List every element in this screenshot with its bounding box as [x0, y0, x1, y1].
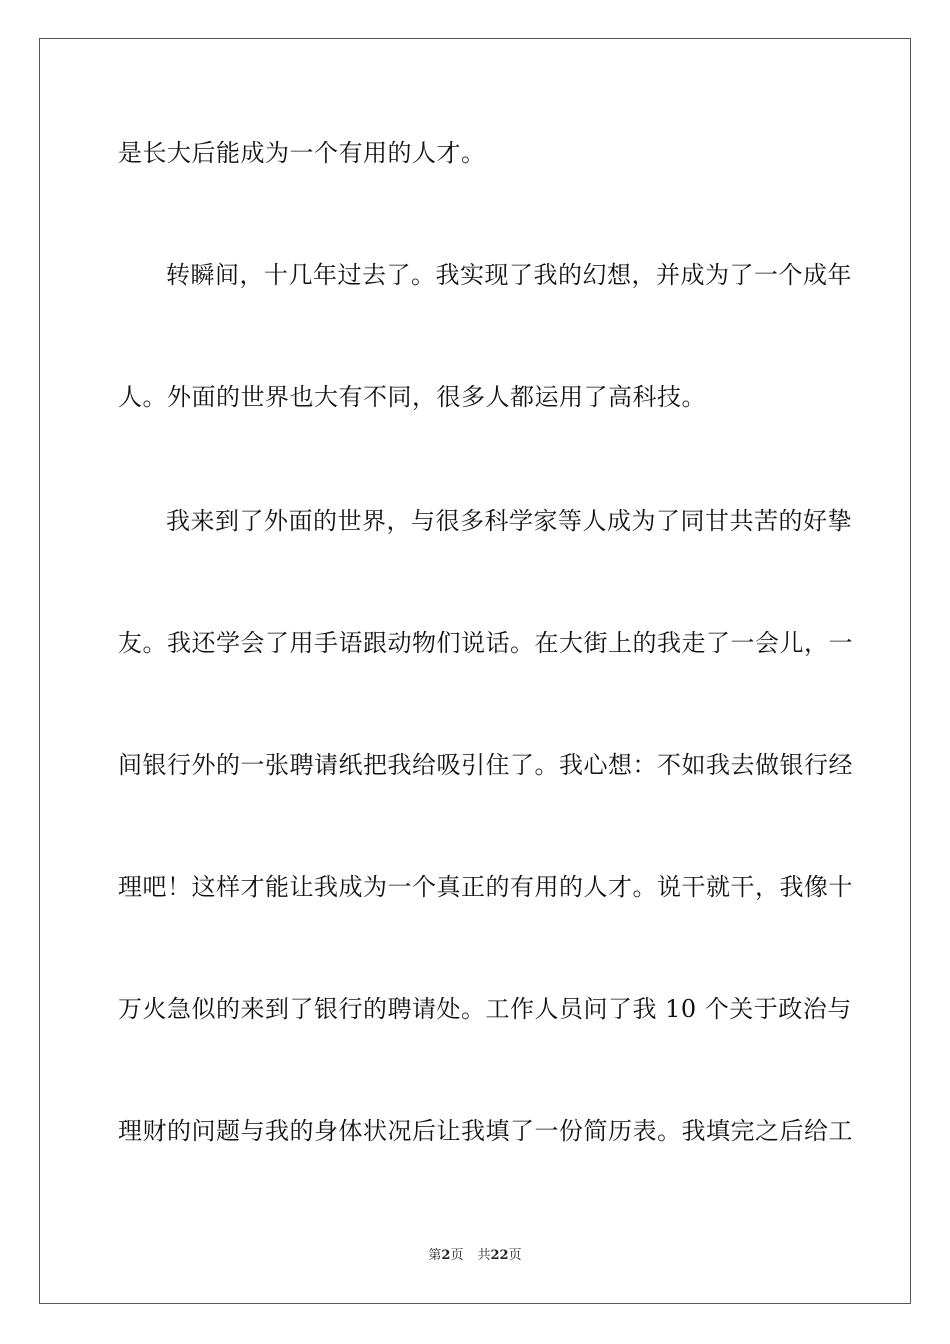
paragraph-line-2: 转瞬间，十几年过去了。我实现了我的幻想，并成为了一个成年 — [166, 261, 852, 289]
paragraph-line-1: 是长大后能成为一个有用的人才。 — [118, 139, 486, 167]
footer-page-total: 22 — [490, 1248, 509, 1263]
footer-total-prefix: 共 — [477, 1248, 491, 1263]
footer-page-suffix: 页 — [450, 1248, 464, 1263]
footer-page-prefix: 第 — [428, 1248, 442, 1263]
paragraph-line-4: 我来到了外面的世界，与很多科学家等人成为了同甘共苦的好挚 — [166, 507, 852, 535]
footer-total-suffix: 页 — [508, 1248, 522, 1263]
page-footer — [0, 1248, 950, 1264]
paragraph-line-7: 理吧！这样才能让我成为一个真正的有用的人才。说干就干，我像十 — [118, 873, 853, 901]
paragraph-line-9: 理财的问题与我的身体状况后让我填了一份简历表。我填完之后给工 — [118, 1117, 853, 1145]
paragraph-line-5: 友。我还学会了用手语跟动物们说话。在大街上的我走了一会儿，一 — [118, 629, 853, 657]
paragraph-line-8: 万火急似的来到了银行的聘请处。工作人员问了我 10 个关于政治与 — [118, 995, 852, 1023]
paragraph-line-3: 人。外面的世界也大有不同，很多人都运用了高科技。 — [118, 383, 706, 411]
page-border — [39, 38, 911, 1304]
footer-page-current: 2 — [441, 1248, 451, 1263]
paragraph-line-6: 间银行外的一张聘请纸把我给吸引住了。我心想：不如我去做银行经 — [118, 751, 853, 779]
